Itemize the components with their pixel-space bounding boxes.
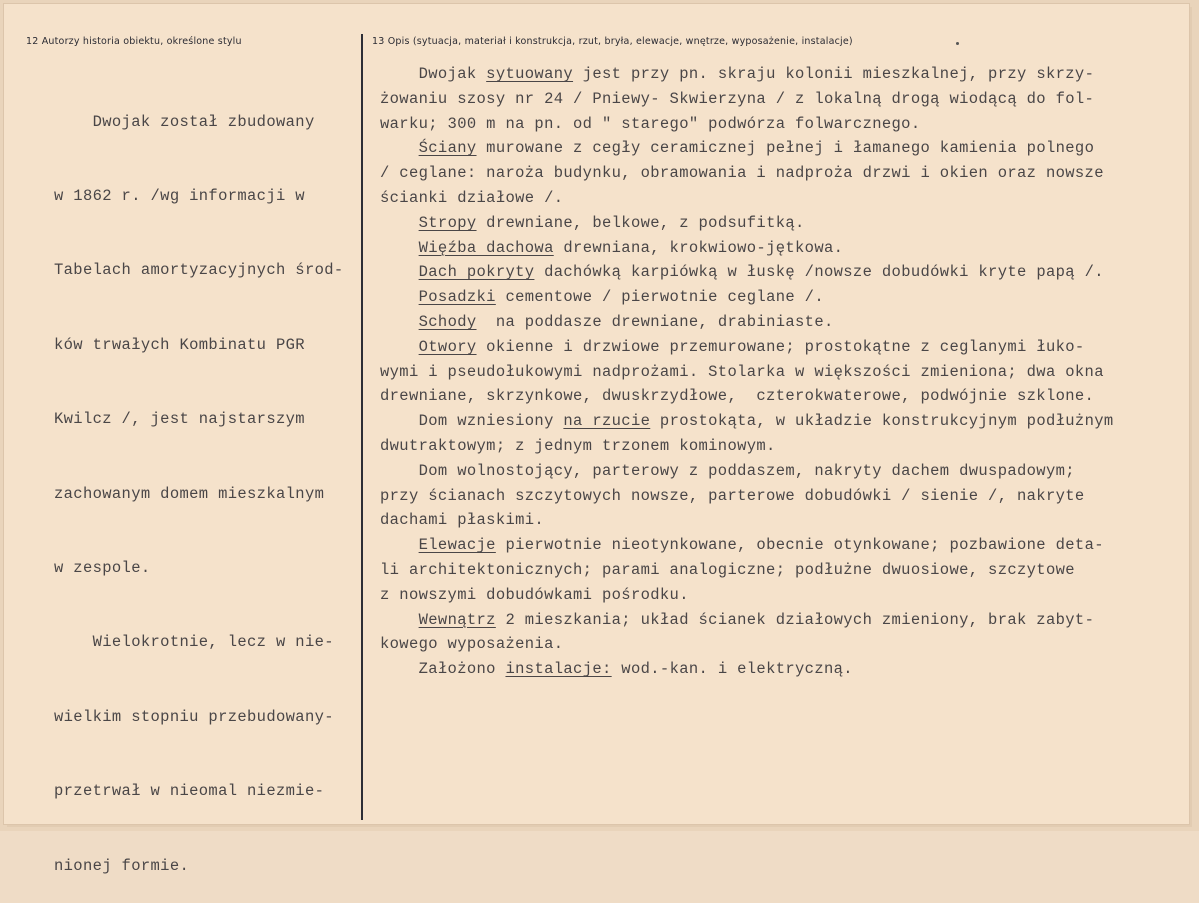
- description-text: [380, 338, 419, 356]
- description-text: okienne i drzwiowe przemurowane; prostokątne z ceglanymi łuko-: [476, 337, 1085, 356]
- description-text: cementowe / pierwotnie ceglane /.: [495, 288, 824, 307]
- history-line: Wielokrotnie, lecz w nie-: [54, 633, 334, 652]
- description-text: / ceglane: naroża budynku, obramowania i nadproża drzwi i okien oraz nowsze: [380, 164, 1104, 183]
- history-line: przetrwał w nieomal niezmie-: [54, 782, 325, 801]
- underlined-term: Dach pokryty: [418, 263, 535, 282]
- description-line: [380, 384, 1114, 409]
- description-line: [380, 409, 1114, 434]
- description-text: [380, 239, 419, 257]
- description-line: [380, 260, 1114, 285]
- description-line: [380, 484, 1114, 509]
- description-text: warku; 300 m na pn. od " starego" podwórza folwarcznego.: [380, 114, 921, 133]
- description-line: [380, 583, 1114, 608]
- description-text: przy ścianach szczytowych nowsze, parterowe dobudówki / sienie /, nakryte: [380, 486, 1085, 505]
- description-line: [380, 335, 1114, 360]
- underlined-term: Schody: [418, 312, 477, 331]
- history-line: w zespole.: [54, 558, 151, 577]
- ink-dot: [956, 42, 959, 45]
- underlined-term: sytuowany: [486, 65, 574, 83]
- description-line: [380, 161, 1114, 186]
- history-line: Dwojak został zbudowany: [54, 112, 315, 131]
- description-text: murowane z cegły ceramicznej pełnej i łamanego kamienia polnego: [476, 139, 1095, 158]
- description-text-block: [380, 62, 1114, 682]
- description-line: [380, 112, 1114, 137]
- history-line: zachowanym domem mieszkalnym: [54, 484, 325, 503]
- history-line: w 1862 r. /wg informacji w: [54, 186, 305, 205]
- description-text: [380, 263, 419, 281]
- underlined-term: Posadzki: [418, 288, 496, 307]
- description-line: [380, 87, 1114, 112]
- history-line: wielkim stopniu przebudowany-: [54, 707, 334, 726]
- description-text: dwutraktowym; z jednym trzonem kominowym.: [380, 436, 776, 455]
- description-text: [380, 611, 419, 629]
- description-text: Dwojak: [380, 65, 487, 83]
- description-text: dachami płaskimi.: [380, 511, 545, 530]
- description-line: [380, 558, 1114, 583]
- description-line: [380, 285, 1114, 310]
- underlined-term: Otwory: [418, 337, 477, 356]
- description-text: Dom wzniesiony: [380, 412, 564, 431]
- description-text: wod.-kan. i elektryczną.: [611, 660, 853, 679]
- description-line: [380, 62, 1114, 87]
- underlined-term: Wewnątrz: [418, 610, 496, 629]
- description-text: prostokąta, w układzie konstrukcyjnym podłużnym: [650, 412, 1114, 431]
- description-text: [380, 536, 419, 554]
- section-13-header: 13 Opis (sytuacja, materiał i konstrukcja, rzut, bryła, elewacje, wnętrze, wyposażenie, instalacje): [372, 36, 853, 47]
- description-text: żowaniu szosy nr 24 / Pniewy- Skwierzyna / z lokalną drogą wiodącą do fol-: [380, 89, 1095, 108]
- description-text: 2 mieszkania; układ ścianek działowych zmieniony, brak zabyt-: [495, 610, 1095, 629]
- description-text: Dom wolnostojący, parterowy z poddaszem, nakryty dachem dwuspadowym;: [380, 461, 1075, 480]
- description-text: drewniane, skrzynkowe, dwuskrzydłowe, czterokwaterowe, podwójnie szklone.: [380, 387, 1095, 406]
- description-text: drewniana, krokwiowo-jętkowa.: [553, 238, 844, 257]
- description-line: [380, 608, 1114, 633]
- column-divider: [361, 34, 363, 820]
- description-text: dachówką karpiówką w łuskę /nowsze dobudówki kryte papą /.: [534, 263, 1104, 282]
- description-line: [380, 136, 1114, 161]
- underlined-term: Więźba dachowa: [418, 238, 554, 257]
- description-text: z nowszymi dobudówkami pośrodku.: [380, 585, 689, 604]
- description-text: jest przy pn. skraju kolonii mieszkalnej, przy skrzy-: [573, 65, 1095, 83]
- description-text: li architektonicznych; parami analogiczne; podłużne dwuosiowe, szczytowe: [380, 560, 1075, 579]
- history-line: Kwilcz /, jest najstarszym: [54, 410, 305, 429]
- history-line: ków trwałych Kombinatu PGR: [54, 335, 305, 354]
- underlined-term: Elewacje: [418, 536, 496, 555]
- description-text: na poddasze drewniane, drabiniaste.: [476, 312, 834, 331]
- description-line: [380, 310, 1114, 335]
- description-text: [380, 288, 419, 306]
- description-text: wymi i pseudołukowymi nadprożami. Stolarka w większości zmieniona; dwa okna: [380, 362, 1104, 381]
- section-12-header: 12 Autorzy historia obiektu, określone stylu: [26, 36, 242, 47]
- history-line: nionej formie.: [54, 856, 190, 875]
- description-text: [380, 313, 419, 331]
- underlined-term: Stropy: [418, 213, 477, 232]
- description-line: [380, 434, 1114, 459]
- description-line: [380, 632, 1114, 657]
- description-text: [380, 139, 419, 157]
- history-line: Tabelach amortyzacyjnych środ-: [54, 261, 344, 280]
- description-line: [380, 533, 1114, 558]
- description-text: drewniane, belkowe, z podsufitką.: [476, 213, 805, 232]
- underlined-term: instalacje:: [505, 660, 612, 679]
- description-line: [380, 459, 1114, 484]
- description-line: [380, 657, 1114, 682]
- underlined-term: Ściany: [418, 139, 477, 158]
- description-text: kowego wyposażenia.: [380, 635, 564, 654]
- history-text-block: [54, 60, 344, 903]
- underlined-term: na rzucie: [563, 412, 651, 431]
- description-line: [380, 508, 1114, 533]
- description-line: [380, 360, 1114, 385]
- description-line: [380, 211, 1114, 236]
- description-text: Założono: [380, 660, 506, 679]
- description-line: [380, 236, 1114, 261]
- description-text: ścianki działowe /.: [380, 188, 564, 207]
- description-text: [380, 214, 419, 232]
- description-line: [380, 186, 1114, 211]
- description-text: pierwotnie nieotynkowane, obecnie otynkowane; pozbawione deta-: [495, 536, 1104, 555]
